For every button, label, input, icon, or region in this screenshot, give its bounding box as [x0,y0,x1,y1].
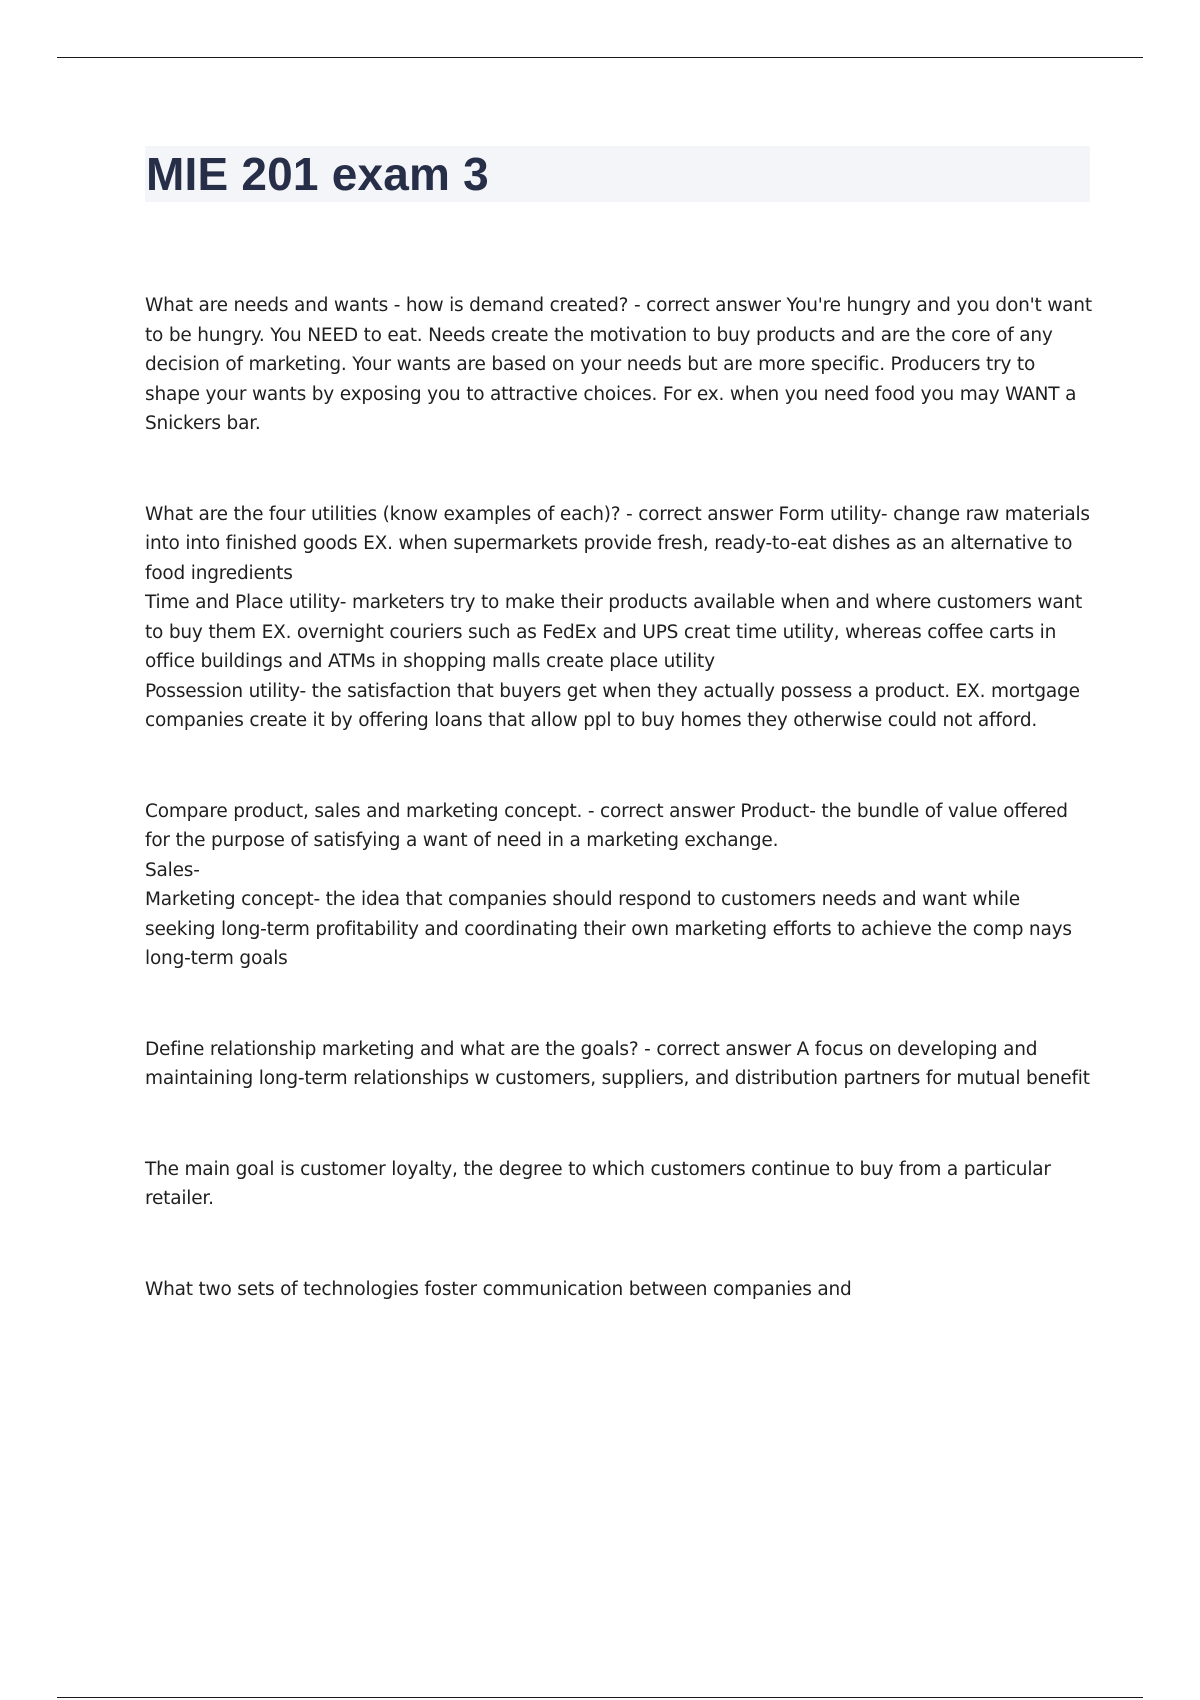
top-rule [57,57,1143,58]
document-body [145,291,1095,1304]
paragraph: Possession utility- the satisfaction that buyers get when they actually possess a product. EX. mortgage companies create it by offering loans that allow ppl to buy homes they otherwise could not afford. [145,680,1080,731]
qa-technologies [145,1275,1095,1305]
paragraph: Compare product, sales and marketing concept. - correct answer Product- the bundle of value offered for the purpose of satisfying a want of need in a marketing exchange. [145,800,1068,851]
paragraph: Define relationship marketing and what are the goals? - correct answer A focus on developing and maintaining long-term relationships w customers, suppliers, and distribution partners for mutual benefit [145,1038,1090,1089]
document-title: MIE 201 exam 3 [146,148,489,200]
qa-relationship-marketing [145,1035,1095,1094]
paragraph: What are needs and wants - how is demand created? - correct answer You're hungry and you don't want to be hungry. You NEED to eat. Needs create the motivation to buy products and are the core of any decision of marketing. Your wants are based on your needs but are more specific. Producers try to shape your wants by exposing you to attractive choices. For ex. when you need food you may WANT a Snickers bar. [145,295,1092,434]
qa-four-utilities [145,500,1095,736]
paragraph: What two sets of technologies foster communication between companies and [145,1278,852,1300]
paragraph: Sales- [145,859,200,881]
qa-needs-wants [145,291,1095,439]
paragraph: Time and Place utility- marketers try to make their products available when and where customers want to buy them EX. overnight couriers such as FedEx and UPS creat time utility, whereas coffee carts in office buildings and ATMs in shopping malls create place utility [145,592,1083,672]
bottom-rule [57,1697,1143,1698]
paragraph: Marketing concept- the idea that companies should respond to customers needs and want while seeking long-term profitability and coordinating their own marketing efforts to achieve the comp nays long-term goals [145,889,1072,969]
qa-concepts [145,797,1095,974]
paragraph: The main goal is customer loyalty, the degree to which customers continue to buy from a particular retailer. [145,1158,1051,1209]
paragraph: What are the four utilities (know examples of each)? - correct answer Form utility- change raw materials into into finished goods EX. when supermarkets provide fresh, ready-to-eat dishes as an alternative to food ingredients [145,503,1090,584]
qa-relationship-goal [145,1155,1095,1214]
